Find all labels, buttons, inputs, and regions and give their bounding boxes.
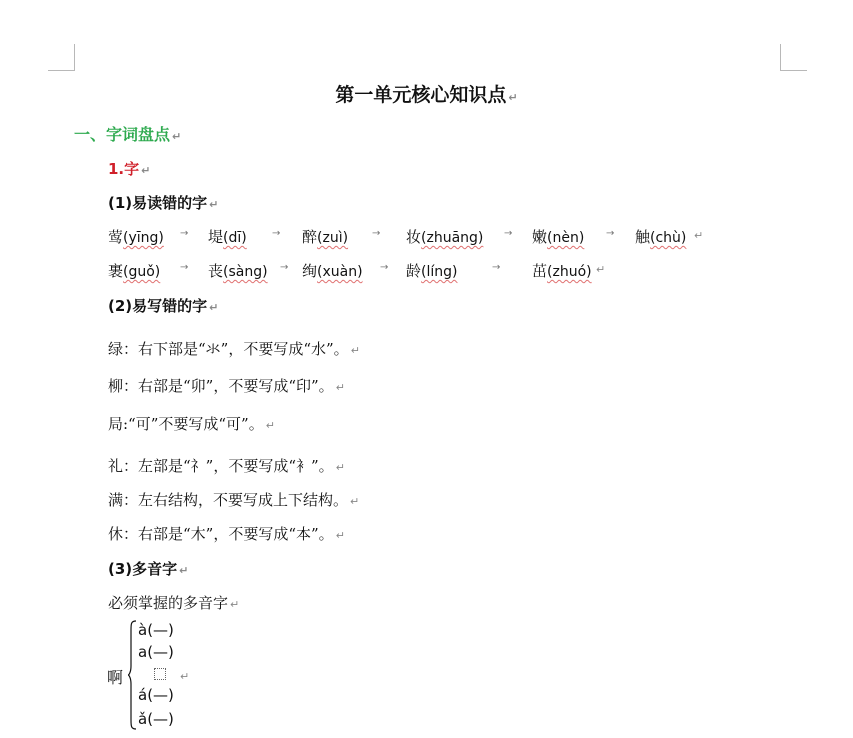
misread-word[interactable]: 龄(líng) <box>406 262 458 280</box>
polyphonic-reading[interactable]: à(—) <box>138 621 174 639</box>
tab-arrow-icon: → <box>504 228 513 239</box>
miswrite-heading[interactable]: (2)易写错的字 ↵ <box>108 297 219 315</box>
paragraph-mark-icon: ↵ <box>180 670 190 683</box>
empty-placeholder-box[interactable] <box>154 668 166 680</box>
polyphonic-reading[interactable]: ǎ(—) <box>138 710 174 728</box>
sub-heading[interactable]: 1.字 ↵ <box>108 160 151 178</box>
paragraph-mark-icon: ↵ <box>141 164 151 177</box>
paragraph-mark-icon: ↵ <box>350 495 360 508</box>
paragraph-mark-icon: ↵ <box>508 91 518 104</box>
polyphonic-intro[interactable]: 必须掌握的多音字 ↵ <box>108 594 240 612</box>
misread-word[interactable]: 触(chù) <box>635 228 687 246</box>
paragraph-mark-icon: ↵ <box>265 419 275 432</box>
tab-arrow-icon: → <box>492 262 501 273</box>
tab-arrow-icon: → <box>372 228 381 239</box>
polyphonic-heading[interactable]: (3)多音字 ↵ <box>108 560 189 578</box>
misread-word[interactable]: 嫩(nèn) <box>532 228 585 246</box>
paragraph-mark-icon: ↵ <box>230 598 240 611</box>
paragraph-mark-icon: ↵ <box>335 529 345 542</box>
paragraph-mark-icon: ↵ <box>350 344 360 357</box>
tab-arrow-icon: → <box>280 262 289 273</box>
miswrite-item[interactable]: 绿：右下部是“氺”，不要写成“水”。 ↵ <box>108 340 360 358</box>
misread-word[interactable]: 莺(yīng) <box>108 228 164 246</box>
polyphonic-reading[interactable]: a(—) <box>138 643 174 661</box>
paragraph-mark-icon: ↵ <box>179 564 189 577</box>
paragraph-mark-icon: ↵ <box>596 263 606 276</box>
polyphonic-char[interactable]: 啊 <box>107 668 124 687</box>
misread-word[interactable]: 醉(zuì) <box>302 228 349 246</box>
misread-word[interactable]: 妆(zhuāng) <box>406 228 484 246</box>
miswrite-item[interactable]: 休：右部是“木”，不要写成“本”。 ↵ <box>108 525 345 543</box>
tab-arrow-icon: → <box>606 228 615 239</box>
paragraph-mark-icon: ↵ <box>209 198 219 211</box>
polyphonic-reading[interactable]: á(—) <box>138 686 174 704</box>
crop-mark-top-right <box>780 44 807 71</box>
paragraph-mark-icon: ↵ <box>335 381 345 394</box>
misread-word[interactable]: 堤(dī) <box>208 228 247 246</box>
miswrite-item[interactable]: 满：左右结构，不要写成上下结构。 ↵ <box>108 491 360 509</box>
miswrite-item[interactable]: 柳：右部是“卯”，不要写成“印”。 ↵ <box>108 377 345 395</box>
misread-word[interactable]: 丧(sàng) <box>208 262 268 280</box>
misread-word[interactable]: 裹(guǒ) <box>108 262 161 280</box>
paragraph-mark-icon: ↵ <box>335 461 345 474</box>
crop-mark-top-left <box>48 44 75 71</box>
paragraph-mark-icon: ↵ <box>209 301 219 314</box>
paragraph-mark-icon: ↵ <box>694 229 704 242</box>
left-brace-icon <box>127 620 137 730</box>
paragraph-mark-icon: ↵ <box>172 130 182 143</box>
tab-arrow-icon: → <box>180 262 189 273</box>
misread-word[interactable]: 茁(zhuó) <box>532 262 592 280</box>
miswrite-item[interactable]: 礼：左部是“礻”，不要写成“衤”。 ↵ <box>108 457 345 475</box>
miswrite-item[interactable]: 局:“可”不要写成“可”。 ↵ <box>108 415 275 433</box>
section-heading[interactable]: 一、字词盘点 ↵ <box>74 125 182 144</box>
tab-arrow-icon: → <box>380 262 389 273</box>
misread-word[interactable]: 绚(xuàn) <box>302 262 363 280</box>
tab-arrow-icon: → <box>272 228 281 239</box>
document-title[interactable]: 第一单元核心知识点 ↵ <box>335 84 518 106</box>
misread-heading[interactable]: (1)易读错的字 ↵ <box>108 194 219 212</box>
tab-arrow-icon: → <box>180 228 189 239</box>
